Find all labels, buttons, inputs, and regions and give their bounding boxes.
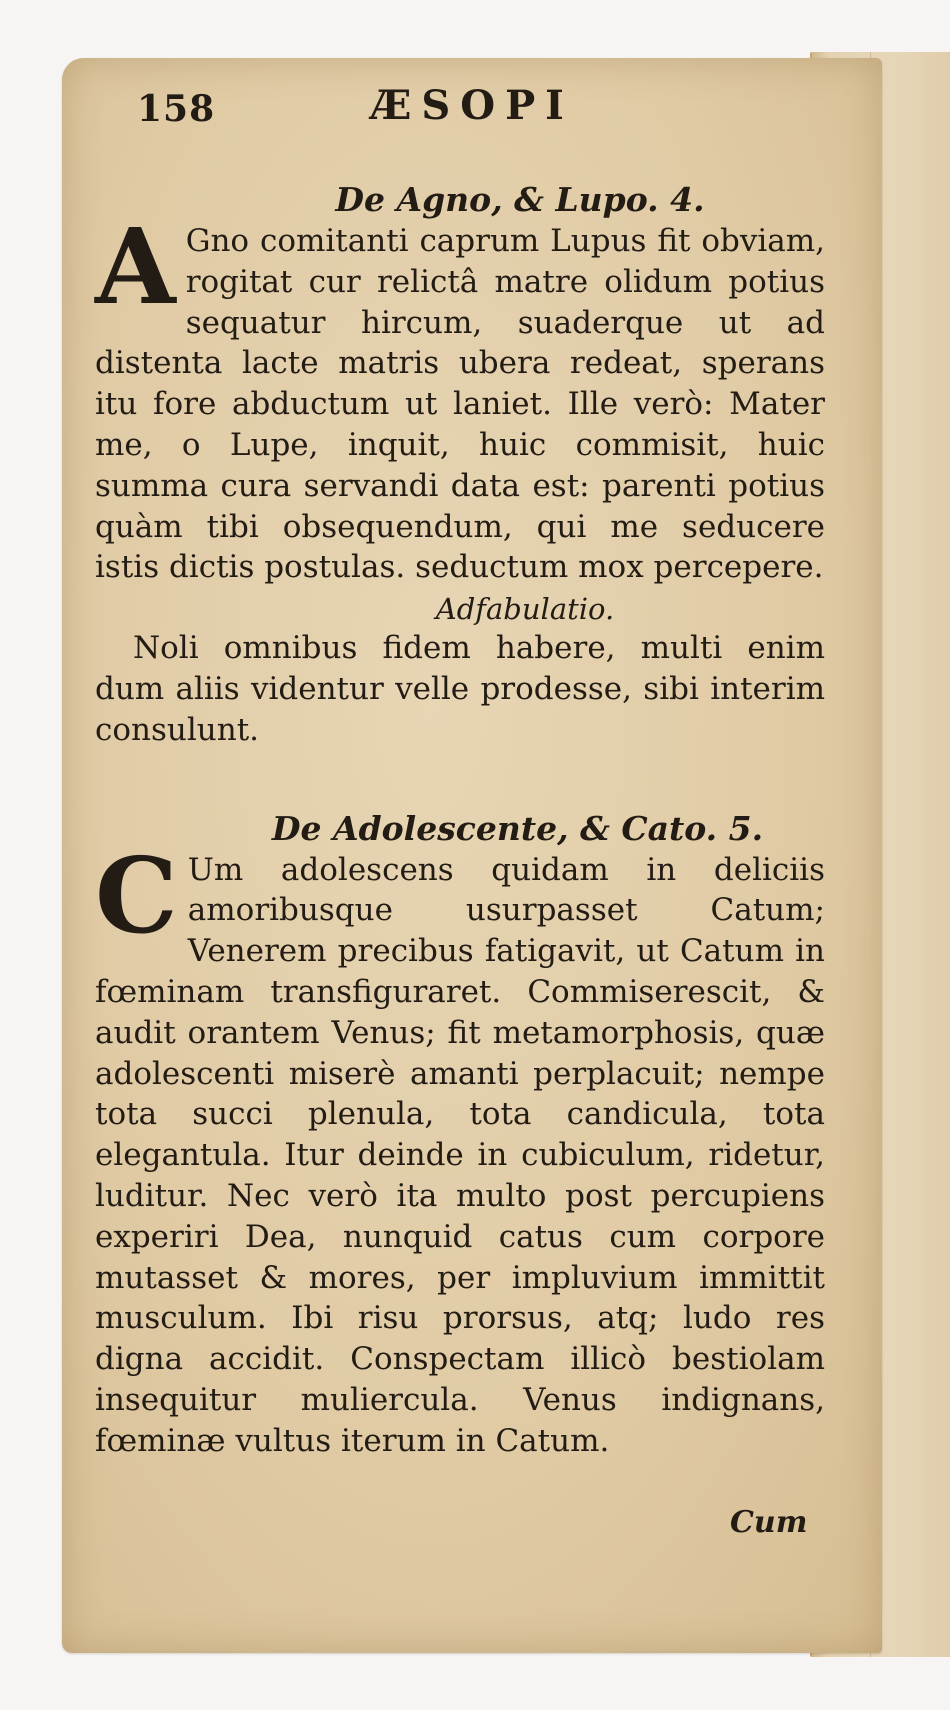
fable-text: Gno comitanti caprum Lupus fit obviam, rogitat cur relictâ matre olidum potius sequatur hircum, suaderque ut ad distenta lacte matris ubera redeat, sperans itu fore abductum ut laniet. Ille verò: Mater me, o Lupe, inquit, huic commisit, huic summa cura servandi data est: parenti potius quàm tibi obsequendum, qui me seducere istis dictis postulas. seductum mox percepere. [95,223,825,586]
fable-title-adolescente-cato: De Adolescente, & Cato. 5. [271,808,764,848]
fable-title-agno-lupo: De Agno, & Lupo. 4. [335,180,705,219]
fable-body-agno-lupo [95,205,825,588]
page-header [95,78,825,138]
fable-text: Um adolescens quidam in deliciis amoribusque usurpasset Catum; Venerem precibus fatigavit, ut Catum in fœminam transfiguraret. Commiserescit, & audit orantem Venus; fit metamorphosis, quæ adolescenti miserè amanti perplacuit; nempe tota succi plenula, tota candicula, tota elegantula. Itur deinde in cubiculum, ridetur, luditur. Nec verò ita multo post percupiens experiri Dea, nunquid catus cum corpore mutasset & mores, per impluvium immittit musculum. Ibi risu prorsus, atq; ludo res digna accidit. Conspectam illicò bestiolam insequitur muliercula. Venus indignans, fœminæ vultus iterum in Catum. [95,851,825,1459]
moral-body: Noli omnibus fidem habere, multi enim dum aliis videntur velle prodesse, sibi interim consulunt. [95,630,825,748]
moral-title: Adfabulatio. [435,592,615,627]
catchword: Cum [730,1505,808,1540]
page-number: 158 [137,88,216,130]
fable-body-adolescente-cato [95,833,825,1462]
page-text [95,78,825,1462]
running-head: ÆSOPI [370,82,574,129]
drop-cap: A [95,205,176,328]
drop-cap: C [95,833,178,957]
